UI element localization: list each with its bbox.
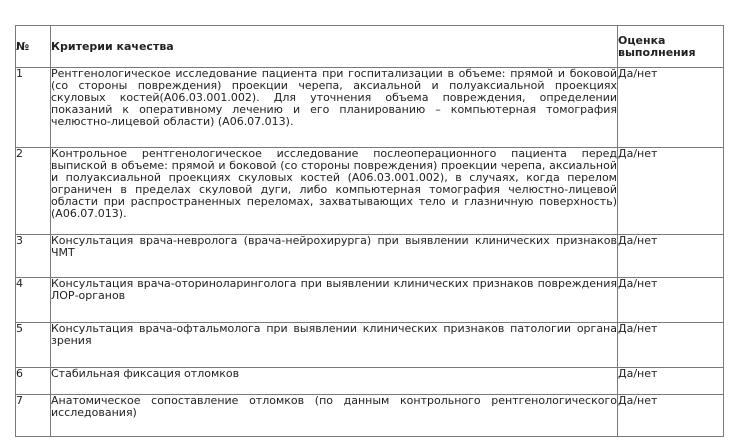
table-row [16, 235, 724, 278]
table-row [16, 278, 724, 323]
header-evaluation: Оценка выполнения [618, 26, 724, 68]
row-criteria: Стабильная фиксация отломков [51, 368, 618, 395]
row-number: 3 [16, 235, 51, 278]
table-row [16, 395, 724, 437]
table-header-row [16, 26, 724, 68]
header-number: № [16, 26, 51, 68]
row-number: 7 [16, 395, 51, 437]
row-number: 2 [16, 148, 51, 235]
table-row [16, 323, 724, 368]
quality-criteria-table [15, 25, 724, 437]
row-number: 6 [16, 368, 51, 395]
row-criteria: Анатомическое сопоставление отломков (по данным контрольного рентгенологического исследования) [51, 395, 618, 437]
row-evaluation: Да/нет [618, 323, 724, 368]
row-evaluation: Да/нет [618, 235, 724, 278]
row-criteria: Консультация врача-офтальмолога при выявлении клинических признаков патологии органа зрения [51, 323, 618, 368]
table-row [16, 68, 724, 148]
row-evaluation: Да/нет [618, 368, 724, 395]
row-criteria: Рентгенологическое исследование пациента при госпитализации в объеме: прямой и боковой (со стороны повреждения) проекции черепа, аксиальной и полуаксиальной проекциях скуловых костей(A06.03.001.002). Для уточнения объема повреждения, определении показаний к оперативному лечению и его планированию – компьютерная томография челюстно-лицевой области) (A06.07.013). [51, 68, 618, 148]
row-evaluation: Да/нет [618, 395, 724, 437]
row-evaluation: Да/нет [618, 68, 724, 148]
row-criteria: Консультация врача-оториноларинголога при выявлении клинических признаков повреждения ЛОР-органов [51, 278, 618, 323]
row-number: 5 [16, 323, 51, 368]
row-number: 1 [16, 68, 51, 148]
header-criteria: Критерии качества [51, 26, 618, 68]
row-evaluation: Да/нет [618, 148, 724, 235]
row-evaluation: Да/нет [618, 278, 724, 323]
table-row [16, 148, 724, 235]
row-criteria: Консультация врача-невролога (врача-нейрохирурга) при выявлении клинических признаков ЧМТ [51, 235, 618, 278]
table-row [16, 368, 724, 395]
row-number: 4 [16, 278, 51, 323]
row-criteria: Контрольное рентгенологическое исследование послеоперационного пациента перед выпиской в объеме: прямой и боковой (со стороны повреждения) проекции черепа, аксиальной и полуаксиальной проекциях скуловых костей (A06.03.001.002), в случаях, когда перелом ограничен в пределах скуловой дуги, либо компьютерная томография челюстно-лицевой области при распространенных переломах, захватывающих тело и глазничную поверхность) (A06.07.013). [51, 148, 618, 235]
